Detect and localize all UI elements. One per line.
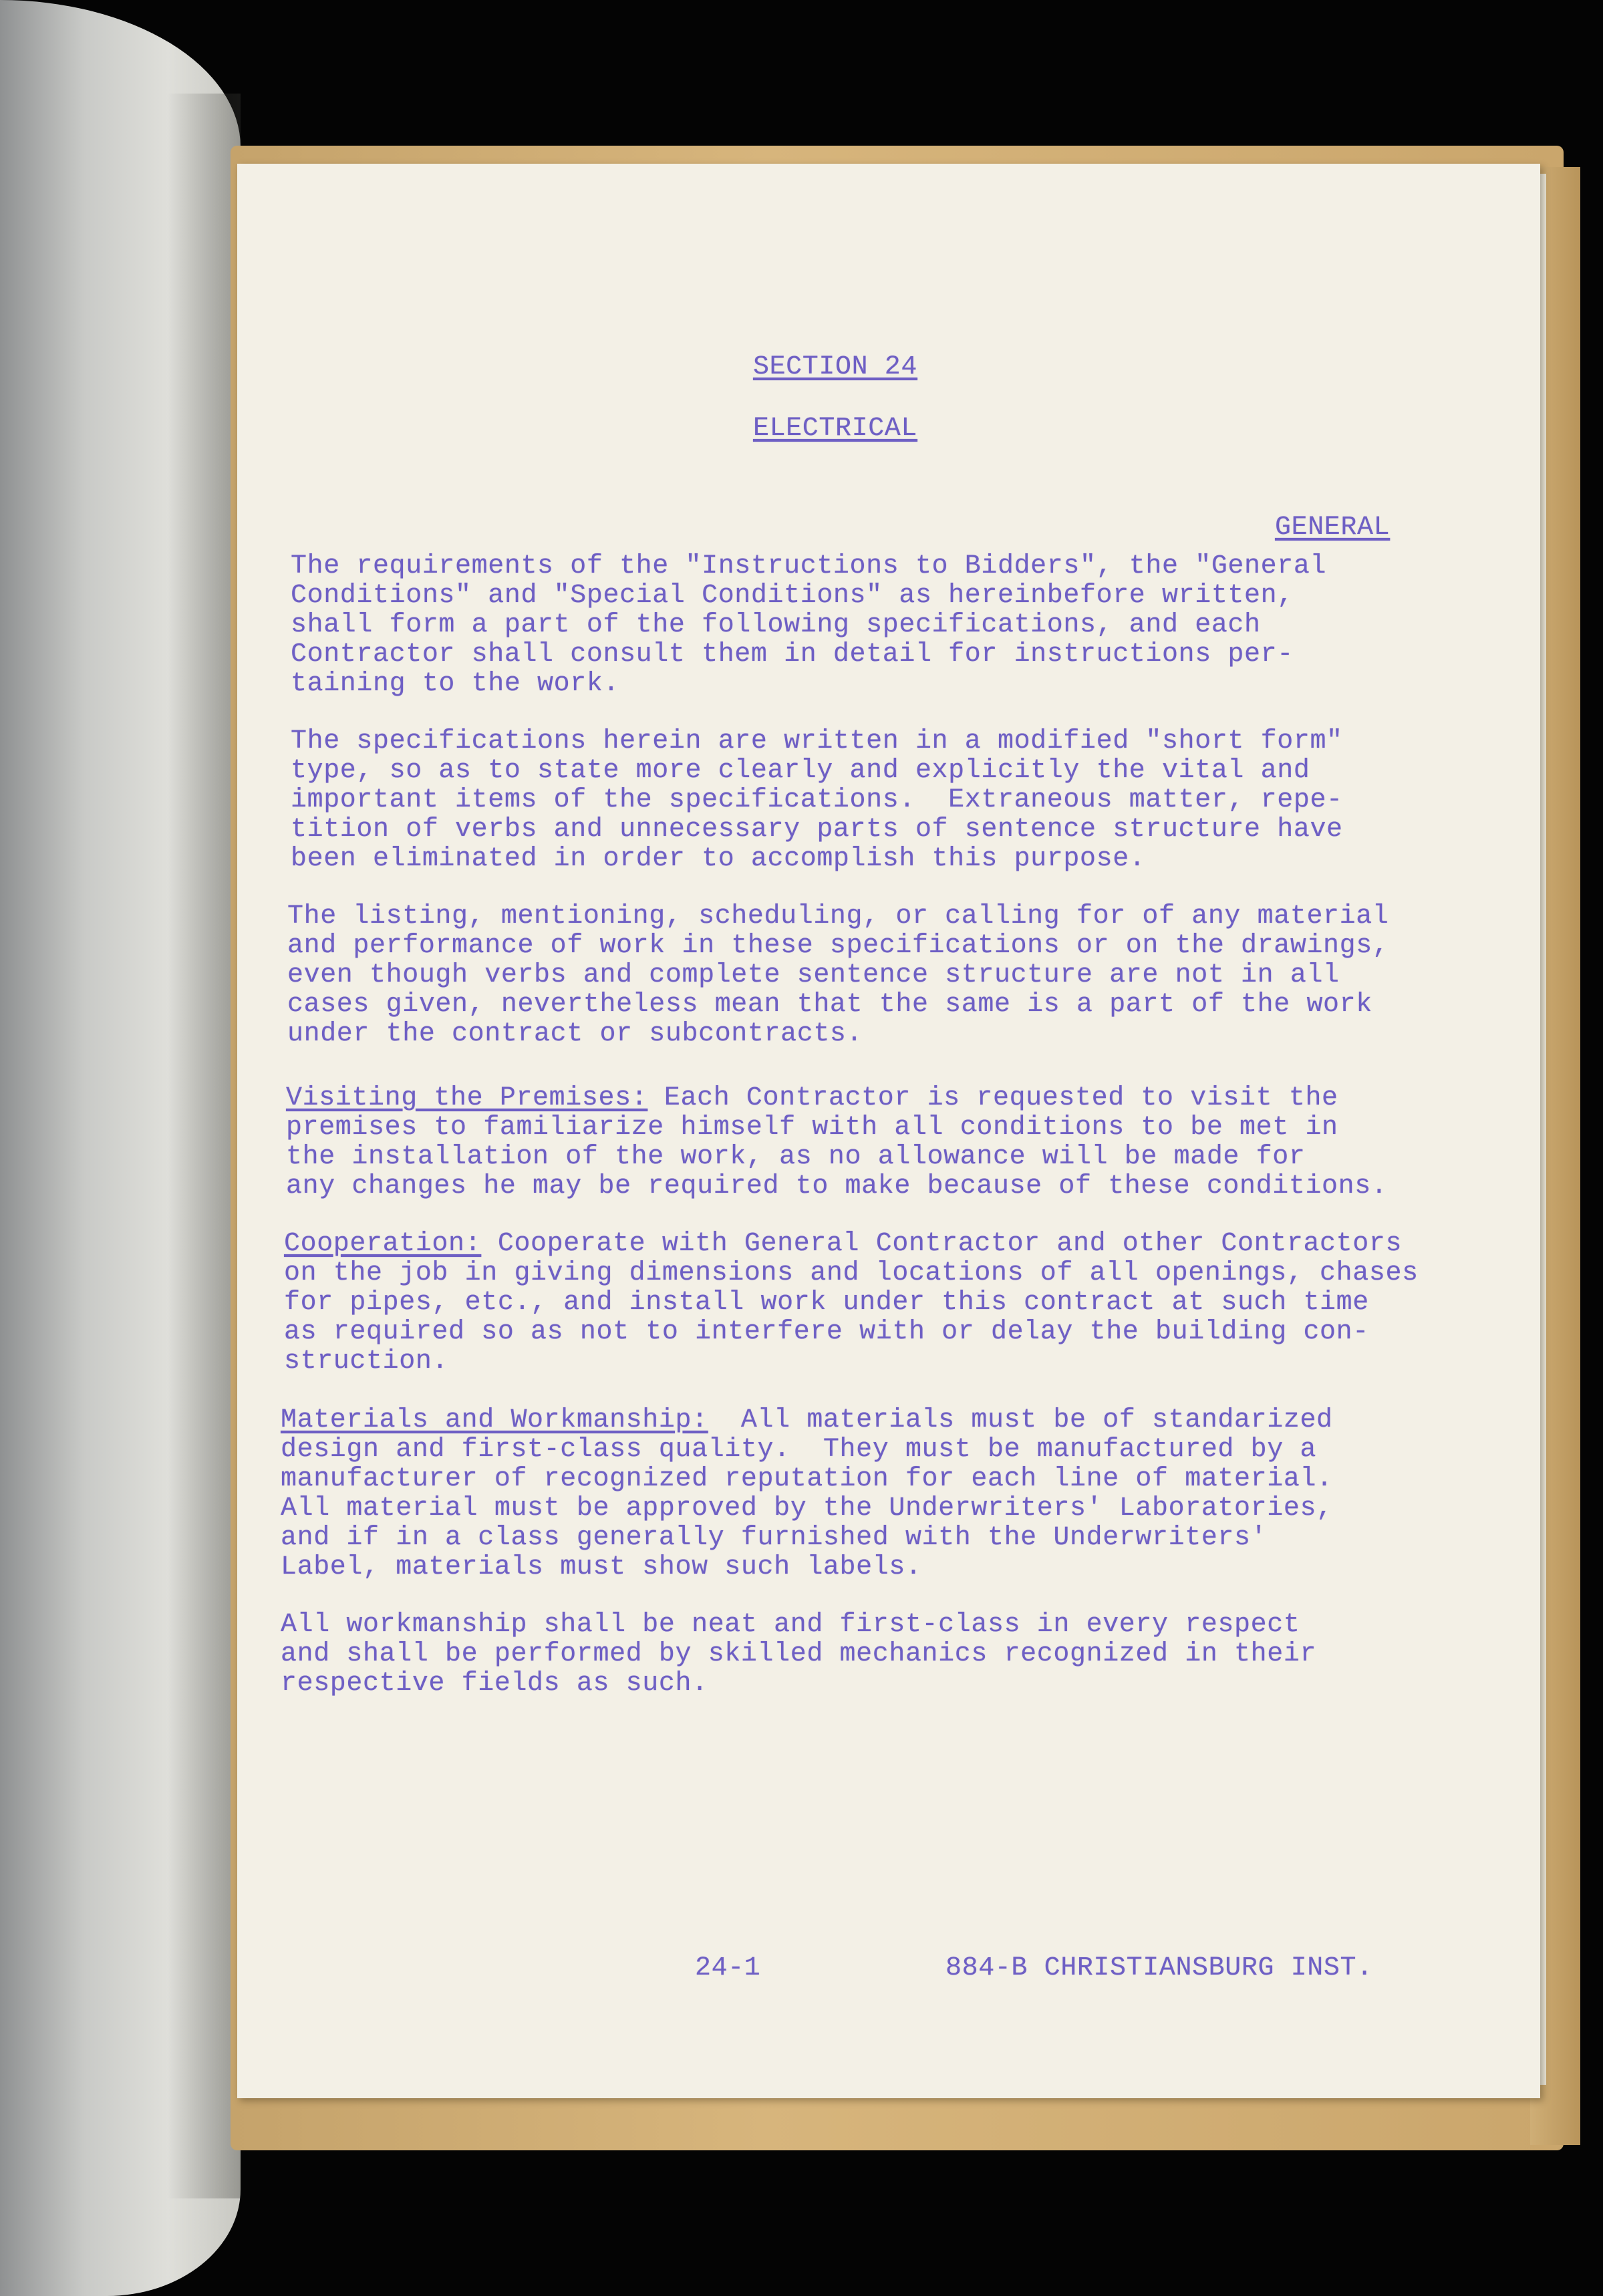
text-line: shall form a part of the following specifications, and each <box>291 610 1261 640</box>
text-line: been eliminated in order to accomplish this purpose. <box>291 844 1146 874</box>
text-line: tition of verbs and unnecessary parts of sentence structure have <box>291 815 1343 845</box>
text-line: All material must be approved by the Underwriters' Laboratories, <box>281 1493 1333 1524</box>
text-span: Each Contractor is requested to visit the <box>647 1083 1338 1113</box>
text-line: All workmanship shall be neat and first-class in every respect <box>281 1610 1300 1640</box>
text-line <box>281 1406 1333 1435</box>
page-number: 24-1 <box>695 1953 761 1983</box>
text-line: Contractor shall consult them in detail for instructions per- <box>291 639 1294 670</box>
text-line: The requirements of the "Instructions to Bidders", the "General <box>291 551 1327 581</box>
paragraph-heading: Visiting the Premises: <box>286 1083 648 1113</box>
text-line: respective fields as such. <box>281 1669 708 1699</box>
text-line: and shall be performed by skilled mechanics recognized in their <box>281 1639 1317 1669</box>
paragraph-heading: Cooperation: <box>284 1229 482 1259</box>
text-line: important items of the specifications. Extraneous matter, repe- <box>291 785 1343 815</box>
text-line: and if in a class generally furnished with the Underwriters' <box>281 1523 1268 1553</box>
text-line: Conditions" and "Special Conditions" as hereinbefore written, <box>291 581 1294 611</box>
section-title: ELECTRICAL <box>752 414 918 444</box>
text-span: All materials must be of standarized <box>708 1405 1333 1435</box>
paragraph-heading: Materials and Workmanship: <box>281 1405 708 1435</box>
text-line: The specifications herein are written in a modified "short form" <box>291 726 1343 756</box>
text-line <box>284 1230 1402 1259</box>
text-line: the installation of the work, as no allowance will be made for <box>286 1142 1306 1172</box>
subheading: GENERAL <box>1275 513 1391 543</box>
project-label: 884-B CHRISTIANSBURG INST. <box>945 1953 1373 1983</box>
text-line: on the job in giving dimensions and locations of all openings, chases <box>284 1258 1419 1288</box>
text-line: design and first-class quality. They must be manufactured by a <box>281 1435 1317 1465</box>
text-line: premises to familiarize himself with all conditions to be met in <box>286 1113 1338 1143</box>
text-line: and performance of work in these specifications or on the drawings, <box>287 931 1389 961</box>
text-span: Cooperate with General Contractor and other Contractors <box>481 1229 1403 1259</box>
text-line <box>286 1084 1338 1113</box>
binding-shadow <box>167 94 241 2198</box>
text-line: type, so as to state more clearly and explicitly the vital and <box>291 756 1310 786</box>
text-line: any changes he may be required to make because of these conditions. <box>286 1171 1388 1201</box>
section-number: SECTION 24 <box>752 352 918 382</box>
text-line: as required so as not to interfere with or delay the building con- <box>284 1317 1369 1347</box>
text-line: under the contract or subcontracts. <box>287 1019 863 1049</box>
text-line: for pipes, etc., and install work under this contract at such time <box>284 1288 1369 1318</box>
text-line: Label, materials must show such labels. <box>281 1552 922 1582</box>
text-line: cases given, nevertheless mean that the same is a part of the work <box>287 990 1372 1020</box>
text-line: manufacturer of recognized reputation for each line of material. <box>281 1464 1333 1494</box>
text-line: even though verbs and complete sentence structure are not in all <box>287 960 1340 990</box>
text-line: struction. <box>284 1346 449 1377</box>
text-line: taining to the work. <box>291 669 620 699</box>
text-line: The listing, mentioning, scheduling, or calling for of any material <box>287 901 1389 931</box>
